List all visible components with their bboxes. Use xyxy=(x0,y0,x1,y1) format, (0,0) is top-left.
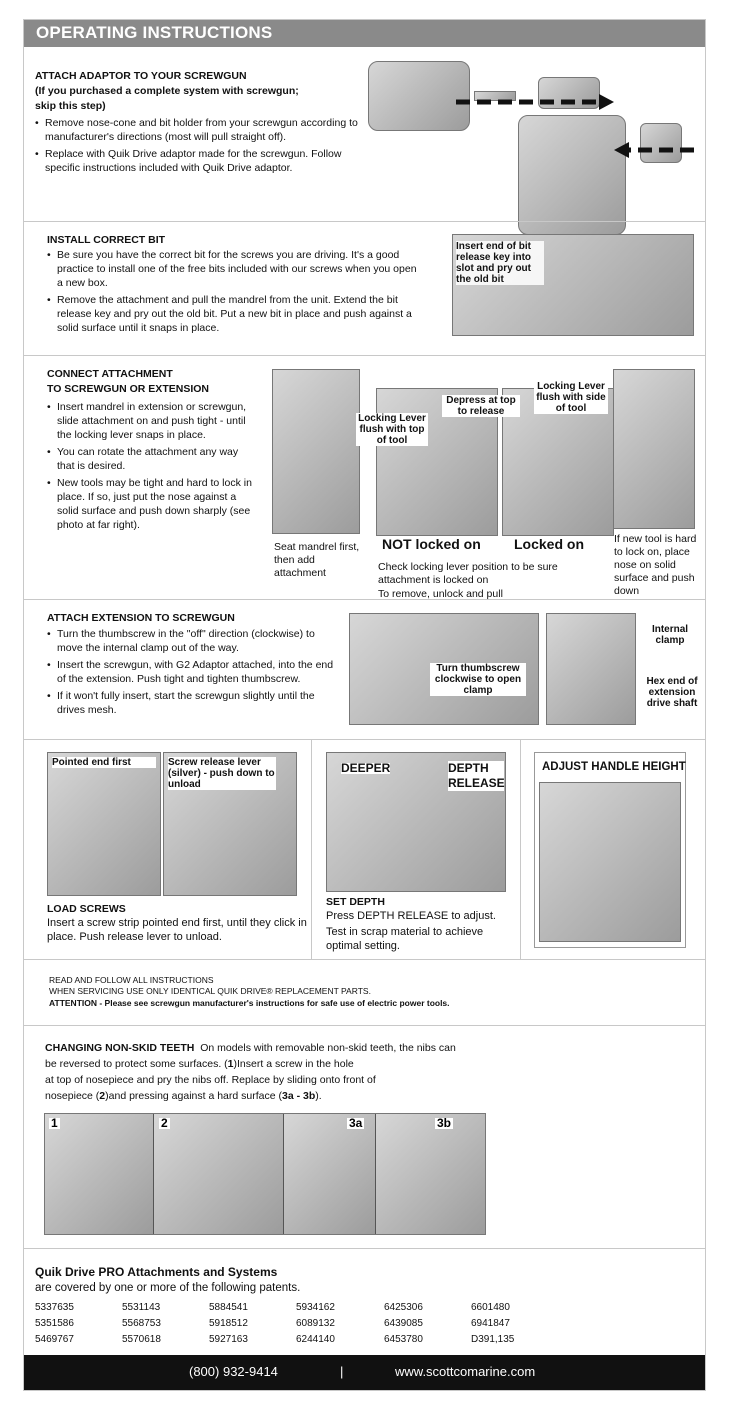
section-attach-extension xyxy=(24,599,705,740)
panel-number: 2 xyxy=(161,1116,168,1130)
section-subheading: skip this step) xyxy=(35,100,106,112)
photo-label: Internal clamp xyxy=(651,624,689,646)
section-non-skid-teeth xyxy=(24,1025,705,1249)
patents-heading: Quik Drive PRO Attachments and Systems xyxy=(35,1265,278,1279)
step-3a-photo xyxy=(284,1114,376,1234)
step-number: 3a - 3b xyxy=(282,1090,316,1102)
bullet-list xyxy=(47,400,257,535)
list-item: • Insert mandrel in extension or screwgun, slide attachment on and push tight - until the locking lever snaps in place. xyxy=(47,400,257,442)
patent-number: 6439085 xyxy=(384,1318,423,1329)
paragraph: Test in scrap material to achieve optimal setting. xyxy=(326,926,484,952)
notice-line: READ AND FOLLOW ALL INSTRUCTIONS xyxy=(49,975,214,985)
divider xyxy=(311,740,312,960)
divider xyxy=(520,740,521,960)
handle-photo xyxy=(539,782,681,942)
list-item: • Turn the thumbscrew in the "off" direction (clockwise) to move the internal clamp out of the way. xyxy=(47,627,337,655)
header-bar xyxy=(24,20,705,47)
arrow-icon xyxy=(24,47,707,221)
patent-number: 6425306 xyxy=(384,1302,423,1313)
caption: Seat mandrel first, then add attachment xyxy=(274,541,360,579)
section-heading: INSTALL CORRECT BIT xyxy=(47,234,166,246)
caption: To remove, unlock and pull xyxy=(378,588,503,600)
list-item: • Be sure you have the correct bit for the screws you are driving. It's a good practice to install one of the free bits included with our screws when you open a new box. xyxy=(47,248,422,290)
photo-label: DEPTH RELEASE xyxy=(448,761,505,790)
patent-number: 6244140 xyxy=(296,1334,335,1345)
photo-label: Insert end of bit release key into slot and pry out the old bit xyxy=(456,241,544,285)
patent-number: 5570618 xyxy=(122,1334,161,1345)
paragraph xyxy=(45,1041,465,1055)
separator: | xyxy=(340,1364,344,1379)
list-item: • New tools may be tight and hard to lock in place. If so, just put the nose against a solid surface and push down sharply (see photo at far right). xyxy=(47,476,257,532)
section-heading: ATTACH ADAPTOR TO YOUR SCREWGUN xyxy=(35,70,247,82)
photo-label: Locking Lever flush with top of tool xyxy=(356,413,428,446)
paragraph: Press DEPTH RELEASE to adjust. xyxy=(326,910,496,922)
text: nosepiece ( xyxy=(45,1090,100,1102)
text: On models with removable non-skid teeth, the nibs can xyxy=(200,1042,456,1054)
text: ). xyxy=(315,1090,322,1102)
bullet-list xyxy=(47,248,422,338)
paragraph: at top of nosepiece and pry the nibs off. Replace by sliding onto front of xyxy=(45,1074,376,1086)
patent-number: 5469767 xyxy=(35,1334,74,1345)
section-install-bit xyxy=(24,221,705,356)
list-item: • Remove nose-cone and bit holder from your screwgun according to manufacturer's directions (most will pull straight off). xyxy=(35,116,365,144)
section-attach-adaptor xyxy=(24,47,705,221)
bullet-list xyxy=(47,627,337,720)
list-item: • Remove the attachment and pull the mandrel from the unit. Extend the bit release key and pry out the old bit. Put a new bit in place and push against a solid surface until it snaps in place. xyxy=(47,293,422,335)
patents-subheading: are covered by one or more of the following patents. xyxy=(35,1282,301,1294)
mandrel-photo xyxy=(272,369,360,534)
paragraph: Insert a screw strip pointed end first, until they click in place. Push release lever to unload. xyxy=(47,917,307,943)
panel-number: 3b xyxy=(437,1116,452,1130)
patent-number: 5934162 xyxy=(296,1302,335,1313)
instruction-sheet xyxy=(23,19,706,1391)
section-connect-attachment xyxy=(24,355,705,600)
photo-label: DEEPER xyxy=(341,761,391,775)
push-down-photo xyxy=(613,369,695,529)
photo-label: Locking Lever flush with side of tool xyxy=(534,381,608,414)
patent-number: 6601480 xyxy=(471,1302,510,1313)
patent-number: 5884541 xyxy=(209,1302,248,1313)
photo-label: Hex end of extension drive shaft xyxy=(646,676,698,709)
patents-section xyxy=(24,1248,705,1358)
list-item: • You can rotate the attachment any way that is desired. xyxy=(47,445,257,473)
phone-number: (800) 932-9414 xyxy=(189,1364,278,1379)
section-heading: ADJUST HANDLE HEIGHT xyxy=(542,761,686,773)
patent-number: 6453780 xyxy=(384,1334,423,1345)
patent-number: 6089132 xyxy=(296,1318,335,1329)
caption: If new tool is hard to lock on, place nose on solid surface and push down xyxy=(614,533,697,597)
clamp-photo xyxy=(546,613,636,725)
section-heading: TO SCREWGUN OR EXTENSION xyxy=(47,383,209,395)
patent-number: 6941847 xyxy=(471,1318,510,1329)
teeth-photo-strip xyxy=(44,1113,486,1235)
paragraph xyxy=(45,1057,465,1071)
step-number: 1 xyxy=(227,1058,234,1070)
photo-label: Pointed end first xyxy=(52,757,156,768)
section-load-depth-handle xyxy=(24,739,705,960)
page-title: OPERATING INSTRUCTIONS xyxy=(36,23,273,42)
patent-number: 5918512 xyxy=(209,1318,248,1329)
patent-number: 5531143 xyxy=(122,1302,161,1313)
step-number: 2 xyxy=(99,1090,106,1102)
step-1-photo xyxy=(45,1114,154,1234)
list-item: • Replace with Quik Drive adaptor made for the screwgun. Follow specific instructions included with Quik Drive adaptor. xyxy=(35,147,365,175)
patent-number: 5927163 xyxy=(209,1334,248,1345)
locked-label: Locked on xyxy=(510,536,588,552)
section-subheading: (If you purchased a complete system with screwgun; xyxy=(35,85,299,97)
section-heading: LOAD SCREWS xyxy=(47,903,126,915)
patent-number: 5351586 xyxy=(35,1318,74,1329)
section-heading: SET DEPTH xyxy=(326,896,385,908)
panel-number: 3a xyxy=(349,1116,363,1130)
step-2-photo xyxy=(154,1114,284,1234)
section-heading: CHANGING NON-SKID TEETH xyxy=(45,1042,195,1054)
photo-label: Turn thumbscrew clockwise to open clamp xyxy=(430,663,526,696)
notice-section xyxy=(24,959,705,1026)
paragraph xyxy=(45,1089,465,1103)
photo-label: Screw release lever (silver) - push down to unload xyxy=(168,757,275,790)
list-item: • If it won't fully insert, start the screwgun slightly until the drives mesh. xyxy=(47,689,337,717)
caption: Check locking lever position to be sure attachment is locked on xyxy=(378,561,558,586)
section-heading: ATTACH EXTENSION TO SCREWGUN xyxy=(47,612,235,624)
website-link[interactable]: www.scottcomarine.com xyxy=(395,1364,536,1379)
text: be reversed to protect some surfaces. ( xyxy=(45,1058,228,1070)
section-heading: CONNECT ATTACHMENT xyxy=(47,368,173,380)
notice-line: ATTENTION - Please see screwgun manufacturer's instructions for safe use of electric power tools. xyxy=(49,998,450,1008)
notice-line: WHEN SERVICING USE ONLY IDENTICAL QUIK DRIVE® REPLACEMENT PARTS. xyxy=(49,986,371,996)
list-item: • Insert the screwgun, with G2 Adaptor attached, into the end of the extension. Push tight and tighten thumbscrew. xyxy=(47,658,337,686)
patent-number: 5568753 xyxy=(122,1318,161,1329)
photo-label: Depress at top to release xyxy=(442,395,520,417)
load-screws-photo xyxy=(47,752,161,896)
panel-number: 1 xyxy=(51,1116,58,1130)
not-locked-label: NOT locked on xyxy=(378,536,485,552)
step-3b-photo xyxy=(376,1114,485,1234)
text: )Insert a screw in the hole xyxy=(233,1058,354,1070)
text: )and pressing against a hard surface ( xyxy=(105,1090,282,1102)
footer-bar xyxy=(24,1355,705,1390)
patent-number: 5337635 xyxy=(35,1302,74,1313)
patent-number: D391,135 xyxy=(471,1334,515,1345)
